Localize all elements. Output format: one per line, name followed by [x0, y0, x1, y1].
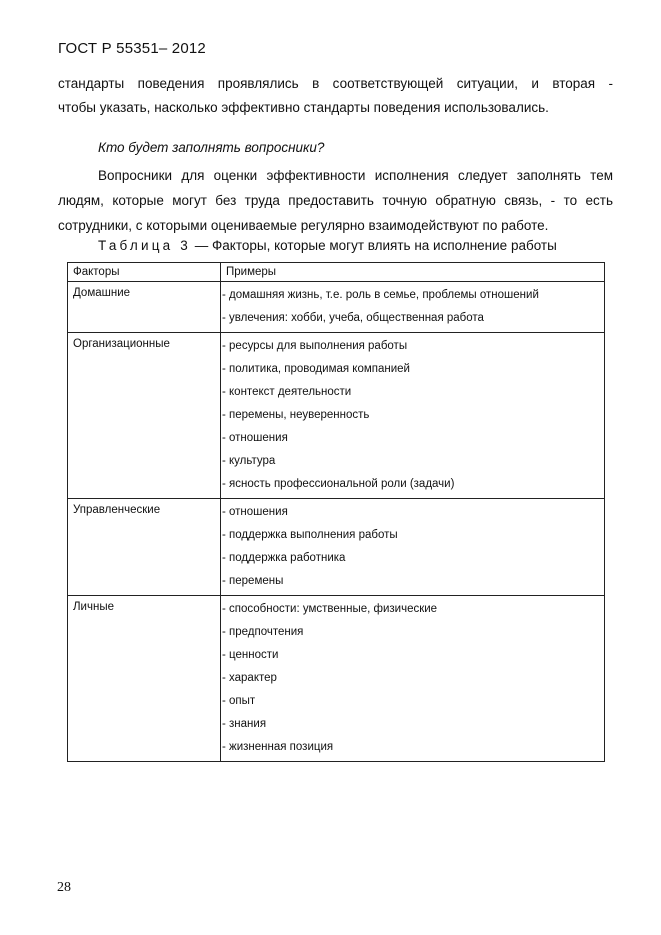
examples-cell	[221, 282, 605, 333]
table-row	[68, 596, 605, 762]
table-caption-text: — Факторы, которые могут влиять на исполнение работы	[191, 238, 557, 253]
factor-label: Управленческие	[73, 504, 161, 516]
table-row	[68, 499, 605, 596]
example-item: - характер	[222, 672, 277, 684]
example-item: - контекст деятельности	[222, 386, 352, 398]
example-item: - культура	[222, 455, 276, 467]
example-item: - отношения	[222, 432, 288, 444]
factor-label: Личные	[73, 601, 114, 613]
example-item: - ресурсы для выполнения работы	[222, 340, 408, 352]
table-row	[68, 282, 605, 333]
question-heading: Кто будет заполнять вопросники?	[98, 140, 325, 155]
example-item: - отношения	[222, 506, 288, 518]
example-item: - опыт	[222, 695, 256, 707]
column-header-examples: Примеры	[221, 263, 605, 282]
example-item: - знания	[222, 718, 267, 730]
examples-cell	[221, 333, 605, 499]
examples-cell	[221, 499, 605, 596]
table-row	[68, 333, 605, 499]
example-item: - способности: умственные, физические	[222, 603, 438, 615]
factor-label: Организационные	[73, 338, 170, 350]
example-item: - политика, проводимая компанией	[222, 363, 410, 375]
factor-cell	[68, 333, 221, 499]
paragraph-line: стандарты поведения проявлялись в соответствующей ситуации, и вторая -	[58, 76, 613, 91]
example-item: - ценности	[222, 649, 279, 661]
example-item: - жизненная позиция	[222, 741, 334, 753]
example-item: - домашняя жизнь, т.е. роль в семье, проблемы отношений	[222, 289, 539, 301]
table-header-row	[68, 263, 605, 282]
factor-cell	[68, 499, 221, 596]
factors-table	[67, 262, 605, 762]
paragraph-line: Вопросники для оценки эффективности исполнения следует заполнять тем	[98, 168, 613, 183]
paragraph-questionnaires	[58, 163, 613, 238]
factor-cell	[68, 596, 221, 762]
factor-cell	[68, 282, 221, 333]
example-item: - перемены	[222, 575, 284, 587]
example-item: - поддержка работника	[222, 552, 346, 564]
example-item: - поддержка выполнения работы	[222, 529, 398, 541]
paragraph-line: сотрудники, с которыми оцениваемые регулярно взаимодействуют по работе.	[58, 218, 549, 233]
table-caption-label: Таблица 3	[98, 238, 191, 253]
paragraph-line: чтобы указать, насколько эффективно стандарты поведения использовались.	[58, 100, 549, 115]
example-item: - перемены, неуверенность	[222, 409, 370, 421]
example-item: - увлечения: хобби, учеба, общественная работа	[222, 312, 484, 324]
document-header: ГОСТ Р 55351– 2012	[58, 40, 206, 57]
paragraph-line: людям, которые могут без труда предоставить точную обратную связь, - то есть	[58, 193, 613, 208]
column-header-factors: Факторы	[68, 263, 221, 282]
page-number: 28	[57, 880, 71, 895]
example-item: - ясность профессиональной роли (задачи)	[222, 478, 455, 490]
factor-label: Домашние	[73, 287, 131, 299]
example-item: - предпочтения	[222, 626, 304, 638]
table-caption	[98, 238, 557, 253]
examples-cell	[221, 596, 605, 762]
paragraph-intro	[58, 72, 613, 120]
